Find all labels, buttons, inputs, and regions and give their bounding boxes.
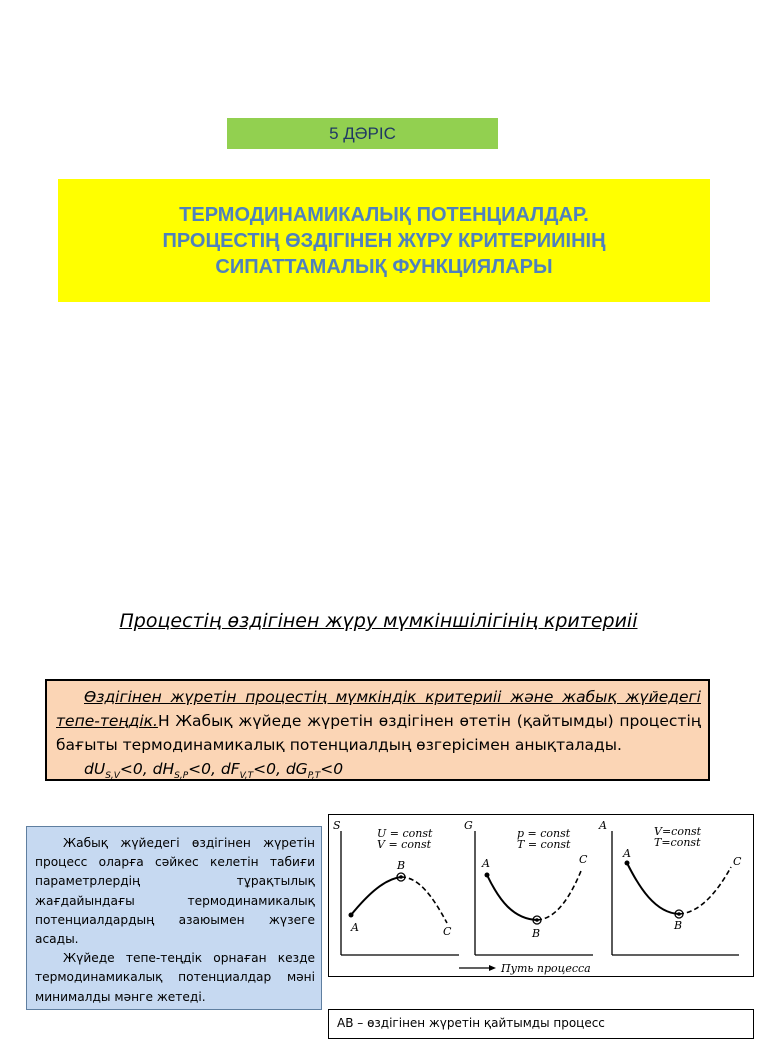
title-line-2: ПРОЦЕСТІҢ ӨЗДІГІНЕН ЖҮРУ КРИТЕРИИІНІҢ [162,229,606,252]
criteria-body: Н Жабық жүйеде жүретін өздігінен өтетін (қайтымды) процестің бағыты термодинамикалық потенциалдың өзгерісімен анықталады. [56,712,701,754]
formula-term: $dH_{S,P}<0$ [152,760,212,782]
graph-gibbs [464,819,593,955]
point-label-b: B [397,859,406,872]
potential-diagram [328,814,754,977]
point-label-c: C [579,853,588,866]
condition-label: p = const [517,827,571,840]
info-paragraph-2: Жүйеде тепе-теңдік орнаған кезде термодинамикалық потенциалдар мәні минималды мәнге жетеді. [35,951,315,1004]
graph-entropy [333,819,459,955]
point-label-b: B [532,927,541,940]
diagram-svg [329,815,755,978]
title-line-3: СИПАТТАМАЛЫҚ ФУНКЦИЯЛАРЫ [215,255,553,278]
title-line-1: ТЕРМОДИНАМИКАЛЫҚ ПОТЕНЦИАЛДАР. [179,203,589,226]
point-label-b: B [674,919,683,932]
criteria-box [45,679,710,781]
point-label-c: C [443,925,452,938]
title-banner [58,179,710,302]
condition-label: V = const [377,838,432,851]
point-label-a: A [351,921,359,934]
formula-term: $dG_{P,T}<0$ [285,760,344,782]
condition-label: T=const [654,836,701,849]
formula-term: $dF_{V,T}<0$ [220,760,276,782]
axis-label-s: S [333,819,341,832]
condition-label: T = const [517,838,571,851]
info-box [26,826,322,1010]
note-box: AB – өздігінен жүретін қайтымды процесс [328,1009,754,1039]
lecture-number-badge: 5 ДӘРІС [227,118,498,149]
graph-helmholtz [598,819,742,955]
point-label-a: A [623,847,631,860]
condition-label: U = const [377,827,433,840]
section-subtitle: Процестің өздігінен жүру мүмкіншілігінің критериіі [119,610,638,632]
point-label-c: C [733,855,742,868]
condition-label: V=const [654,825,702,838]
criteria-formula: $dU_{S,V}<0$, $dH_{S,P}<0$, $dF_{V,T}<0$, $dG_{P,T}<0$ [84,760,344,782]
formula-term: $dU_{S,V}<0$ [84,760,143,782]
criteria-heading: Өздігінен жүретін процестің мүмкіндік критериіі және жабық жүйедегі тепе-теңдік. [56,688,701,730]
axis-label-a: A [599,819,607,832]
x-axis-caption: Путь процесса [501,962,591,975]
info-paragraph-1: Жабық жүйедегі өздігінен жүретін процесс оларға сәйкес келетін табиғи параметрлердің тұрақтылық жағдайындағы термодинамикалық потенциалдардың азаюымен жүзеге асады. [35,836,315,947]
axis-label-g: G [464,819,473,832]
criteria-paragraph [56,685,701,757]
point-label-a: A [482,857,490,870]
